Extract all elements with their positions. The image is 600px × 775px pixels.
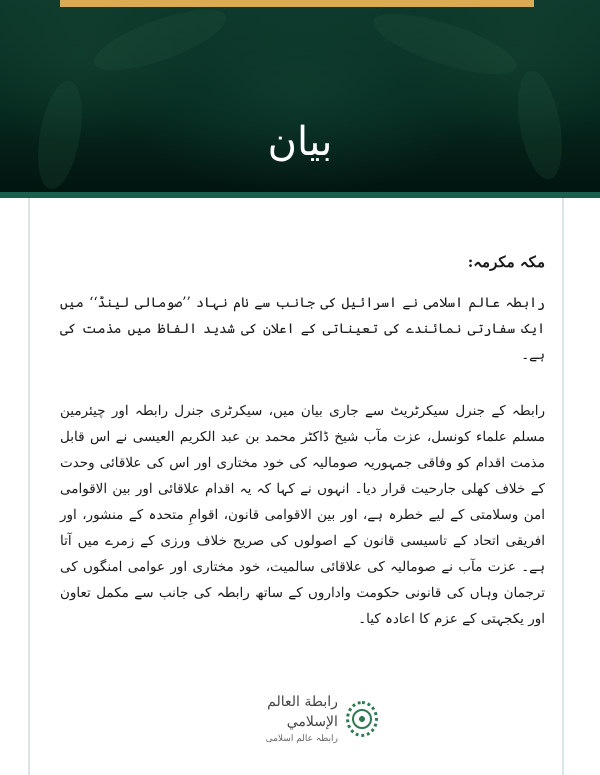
logo-wordmark	[228, 692, 338, 746]
leaf-decoration	[87, 0, 232, 83]
globe-wreath-icon	[346, 701, 378, 737]
paragraph-2: رابطہ کے جنرل سیکرٹریٹ سے جاری بیان میں، سیکرٹری جنرل رابطہ اور چیئرمین مسلم علماء کونسل، عزت مآب شیخ ڈاکٹر محمد بن عبد الکریم العیسی نے اس قابل مذمت اقدام کو وفاقی جمہوریہ صومالیہ کی خود مختاری اور اس کی علاقائی وحدت کے خلاف کھلی جارحیت قرار دیا۔ انہوں نے کہا کہ یہ اقدام علاقائی اور بین الاقوامی امن وسلامتی کے لیے خطرہ ہے، اور بین الاقوامی قانون، اقوامِ متحدہ کے منشور، اور افریقی اتحاد کے تاسیسی قانون کے اصولوں کی صریح خلاف ورزی کے زمرے میں آتا ہے۔ عزت مآب نے صومالیہ کی علاقائی سالمیت، خود مختاری اور عوامی امنگوں کی ترجمان وہاں کی قانونی حکومت واداروں کے ساتھ رابطہ کی جانب سے مکمل تعاون اور یکجہتی کے عزم کا اعادہ کیا۔	[60, 403, 545, 627]
dateline: مکہ مکرمہ:	[467, 253, 545, 271]
page-title: بیان	[267, 119, 333, 165]
logo-arabic-text: رابطة العالم الإسلامي	[267, 694, 338, 730]
gold-accent-bar	[60, 0, 534, 7]
logo-urdu-text: رابطہ عالم اسلامی	[265, 734, 338, 744]
paragraph-1: رابطہ عالم اسلامی نے اسرائیل کی جانب سے نام نہاد ’’صومالی لینڈ‘‘ میں ایک سفارتی نمائندے کی تعیناتی کے اعلان کی شدید الفاظ میں مذمت کی ہے۔	[60, 295, 545, 363]
page-border-left	[28, 198, 30, 775]
header-banner	[0, 0, 600, 192]
header-divider	[0, 192, 600, 198]
globe-icon	[352, 709, 372, 729]
organization-logo	[228, 694, 378, 744]
statement-body	[60, 250, 545, 632]
leaf-decoration	[367, 2, 522, 86]
page-border-right	[562, 198, 564, 775]
